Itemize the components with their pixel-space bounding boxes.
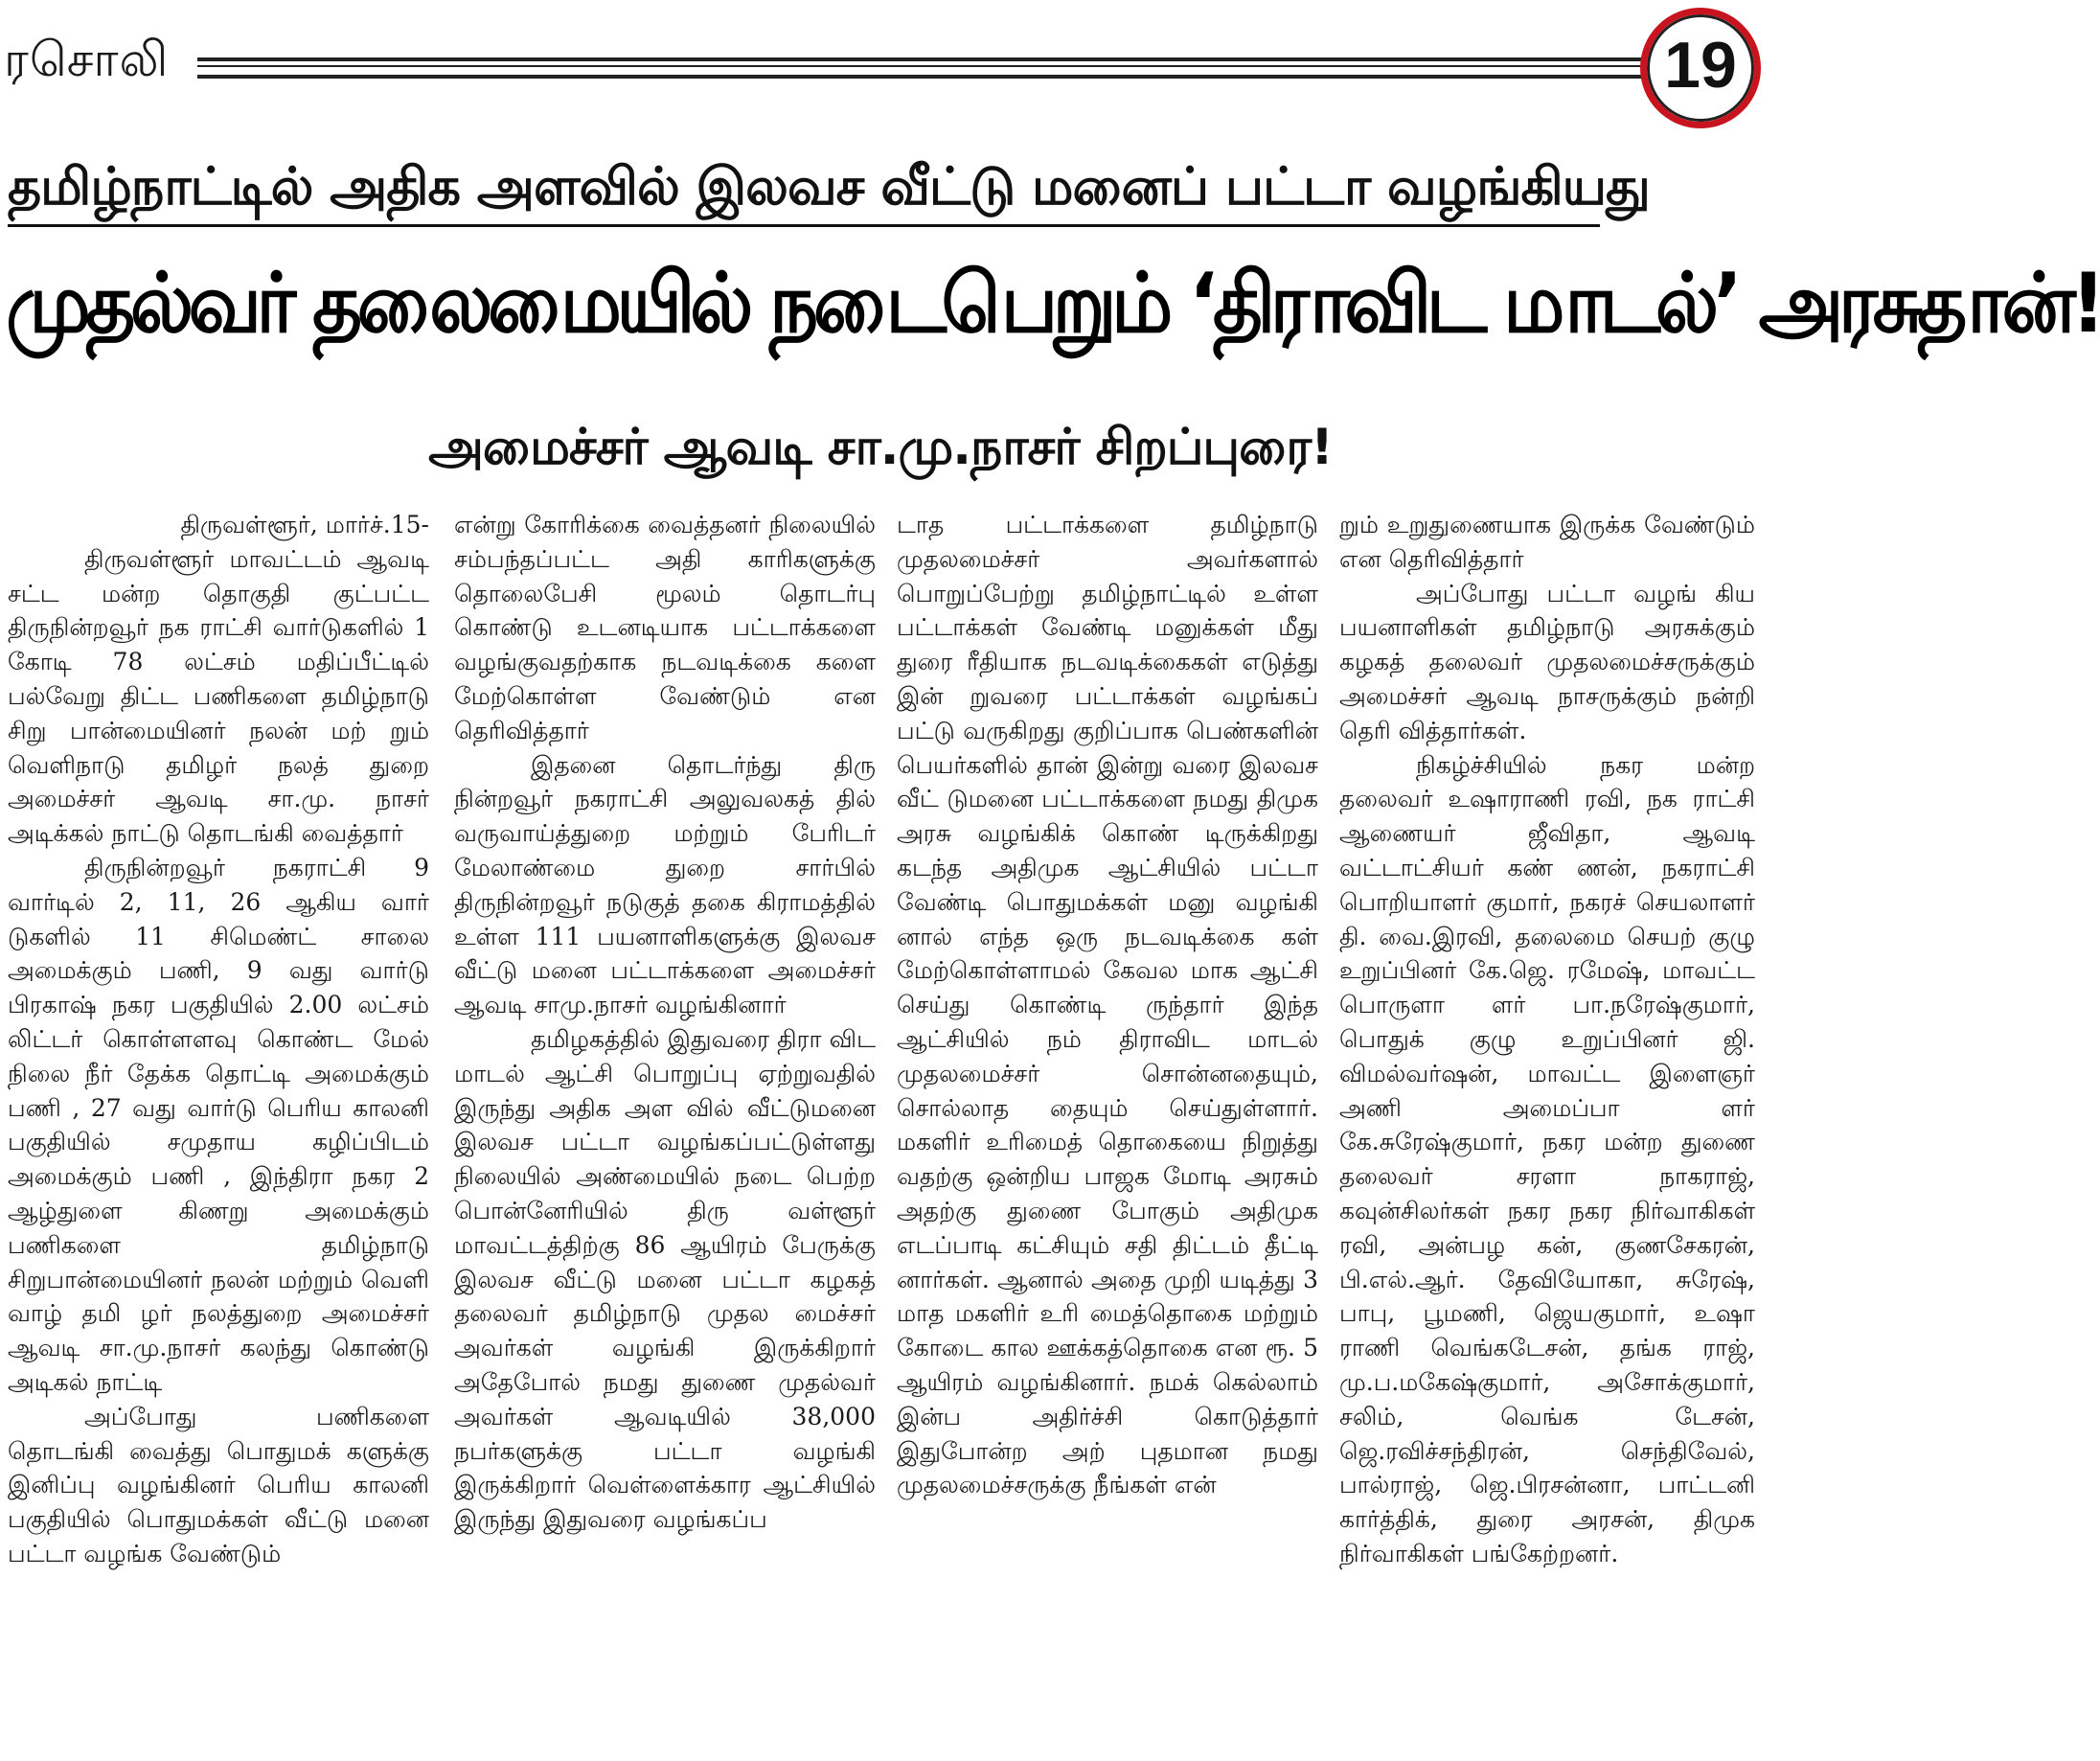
paragraph: என்று கோரிக்கை வைத்தனர் நிலையில் சம்பந்தப்பட்ட அதி காரிகளுக்கு தொலைபேசி மூலம் தொடர்பு கொண்டு உடனடியாக பட்டாக்களை வழங்குவதற்காக நடவடிக்கை களை மேற்கொள்ள வேண்டும் என தெரிவித்தார் bbox=[454, 511, 876, 744]
main-headline: முதல்வர் தலைமையில் நடைபெறும் ‘திராவிட மாடல்’ அரசுதான்! bbox=[6, 256, 2100, 352]
paragraph: தமிழகத்தில் இதுவரை திரா விட மாடல் ஆட்சி பொறுப்பு ஏற்றுவதில் இருந்து அதிக அள வில் வீட்டுமனை இலவச பட்டா வழங்கப்பட்டுள்ளது நிலையில் அண்மையில் நடை பெற்ற பொன்னேரியில் திரு வள்ளூர் மாவட்டத்திற்கு 86 ஆயிரம் பேருக்கு இலவச வீட்டு மனை பட்டா கழகத் தலைவர் தமிழ்நாடு முதல மைச்சர் அவர்கள் வழங்கி இருக்கிறார் அதேபோல் நமது துணை முதல்வர் அவர்கள் ஆவடியில் 38,000 நபர்களுக்கு பட்டா வழங்கி இருக்கிறார் வெள்ளைக்கார ஆட்சியில் இருந்து இதுவரை வழங்கப்ப bbox=[454, 1024, 876, 1534]
paragraph: அப்போது பணிகளை தொடங்கி வைத்து பொதுமக் களுக்கு இனிப்பு வழங்கினர் பெரிய காலனி பகுதியில் பொதுமக்கள் வீட்டு மனை பட்டா வழங்க வேண்டும் bbox=[8, 1402, 429, 1567]
paragraph: இதனை தொடர்ந்து திரு நின்றவூர் நகராட்சி அலுவலகத் தில் வருவாய்த்துறை மற்றும் பேரிடர் மேலாண்மை துறை சார்பில் திருநின்றவூர் நடுகுத் தகை கிராமத்தில் உள்ள 111 பயனாளிகளுக்கு இலவச வீட்டு மனை பட்டாக்களை அமைச்சர் ஆவடி சாமு.நாசர் வழங்கினார் bbox=[454, 750, 876, 1019]
newspaper-name: ரசொலி bbox=[4, 32, 170, 87]
dateline: திருவள்ளூர், மார்ச்.15- bbox=[180, 511, 429, 538]
paragraph: றும் உறுதுணையாக இருக்க வேண்டும் என தெரிவித்தார் bbox=[1339, 511, 1755, 573]
article-column-4 bbox=[1339, 508, 1755, 1758]
paragraph: அப்போது பட்டா வழங் கிய பயனாளிகள் தமிழ்நாடு அரசுக்கும் கழகத் தலைவர் முதலமைச்சருக்கும் அமைச்சர் ஆவடி நாசருக்கும் நன்றி தெரி வித்தார்கள். bbox=[1339, 579, 1755, 744]
sub-headline: அமைச்சர் ஆவடி சா.மு.நாசர் சிறப்புரை! bbox=[428, 419, 1333, 476]
paragraph: திருவள்ளூர் மாவட்டம் ஆவடி சட்ட மன்ற தொகுதி குட்பட்ட திருநின்றவூர் நக ராட்சி வார்டுகளில் 1 கோடி 78 லட்சம் மதிப்பீட்டில் பல்வேறு திட்ட பணிகளை தமிழ்நாடு சிறு பான்மையினர் நலன் மற் றும் வெளிநாடு தமிழர் நலத் துறை அமைச்சர் ஆவடி சா.மு. நாசர் அடிக்கல் நாட்டு தொடங்கி வைத்தார் bbox=[8, 544, 429, 848]
paragraph: நிகழ்ச்சியில் நகர மன்ற தலைவர் உஷாராணி ரவி, நக ராட்சி ஆணையர் ஜீவிதா, ஆவடி வட்டாட்சியர் கண் ணன், நகராட்சி பொறியாளர் குமார், நகரச் செயலாளர் தி. வை.இரவி, தலைமை செயற் குழு உறுப்பினர் கே.ஜெ. ரமேஷ், மாவட்ட பொருளா ளர் பா.நரேஷ்குமார், பொதுக் குழு உறுப்பினர் ஜி. விமல்வர்ஷன், மாவட்ட இளைஞர் அணி அமைப்பா ளர் கே.சுரேஷ்குமார், நகர மன்ற துணை தலைவர் சரளா நாகராஜ், கவுன்சிலர்கள் நகர நகர நிர்வாகிகள் ரவி, அன்பழ கன், குணசேகரன், பி.எல்.ஆர். தேவியோகா, சுரேஷ், பாபு, பூமணி, ஜெயகுமார், உஷா ராணி வெங்கடேசன், தங்க ராஜ், மு.ப.மகேஷ்குமார், அசோக்குமார், சலிம், வெங்க டேசன், ஜெ.ரவிச்சந்திரன், செந்திவேல், பால்ராஜ், ஜெ.பிரசன்னா, பாட்டனி கார்த்திக், துரை அரசன், திமுக நிர்வாகிகள் பங்கேற்றனர். bbox=[1339, 750, 1755, 1567]
paragraph: திருநின்றவூர் நகராட்சி 9 வார்டில் 2, 11, 26 ஆகிய வார் டுகளில் 11 சிமெண்ட் சாலை அமைக்கும் பணி, 9 வது வார்டு பிரகாஷ் நகர பகுதியில் 2.00 லட்சம் லிட்டர் கொள்ளளவு கொண்ட மேல் நிலை நீர் தேக்க தொட்டி அமைக்கும் பணி , 27 வது வார்டு பெரிய காலனி பகுதியில் சமுதாய கழிப்பிடம் அமைக்கும் பணி , இந்திரா நகர 2 ஆழ்துளை கிணறு அமைக்கும் பணிகளை தமிழ்நாடு சிறுபான்மையினர் நலன் மற்றும் வெளி வாழ் தமி ழர் நலத்துறை அமைச்சர் ஆவடி சா.மு.நாசர் கலந்து கொண்டு அடிகல் நாட்டி bbox=[8, 853, 429, 1396]
page-number-badge bbox=[1640, 8, 1761, 128]
article-column-1 bbox=[8, 508, 429, 1758]
masthead-rule bbox=[197, 57, 1646, 79]
paragraph: டாத பட்டாக்களை தமிழ்நாடு முதலமைச்சர் அவர்களால் பொறுப்பேற்று தமிழ்நாட்டில் உள்ள பட்டாக்கள் வேண்டி மனுக்கள் மீது துரை ரீதியாக நடவடிக்கைகள் எடுத்து இன் றுவரை பட்டாக்கள் வழங்கப் பட்டு வருகிறது குறிப்பாக பெண்களின் பெயர்களில் தான் இன்று வரை இலவச வீட் டுமனை பட்டாக்களை நமது திமுக அரசு வழங்கிக் கொண் டிருக்கிறது கடந்த அதிமுக ஆட்சியில் பட்டா வேண்டி பொதுமக்கள் மனு வழங்கி னால் எந்த ஒரு நடவடிக்கை கள் மேற்கொள்ளாமல் கேவல மாக ஆட்சி செய்து கொண்டி ருந்தார் இந்த ஆட்சியில் நம் திராவிட மாடல் முதலமைச்சர் சொன்னதையும், சொல்லாத தையும் செய்துள்ளார். மகளிர் உரிமைத் தொகையை நிறுத்து வதற்கு ஒன்றிய பாஜக மோடி அரசும் அதற்கு துணை போகும் அதிமுக எடப்பாடி கட்சியும் சதி திட்டம் தீட்டி னார்கள். ஆனால் அதை முறி யடித்து 3 மாத மகளிர் உரி மைத்தொகை மற்றும் கோடை கால ஊக்கத்தொகை என ரூ. 5 ஆயிரம் வழங்கினார். நமக் கெல்லாம் இன்ப அதிர்ச்சி கொடுத்தார் இதுபோன்ற அற் புதமான நமது முதலமைச்சருக்கு நீங்கள் என் bbox=[897, 511, 1318, 1499]
kicker-headline: தமிழ்நாட்டில் அதிக அளவில் இலவச வீட்டு மனைப் பட்டா வழங்கியது bbox=[8, 156, 1650, 217]
kicker-underline bbox=[8, 224, 1600, 227]
page-number: 19 bbox=[1664, 29, 1737, 102]
masthead bbox=[0, 0, 1761, 134]
kicker-block bbox=[0, 153, 1761, 232]
article-column-2 bbox=[454, 508, 876, 1758]
article-column-3 bbox=[897, 508, 1318, 1758]
